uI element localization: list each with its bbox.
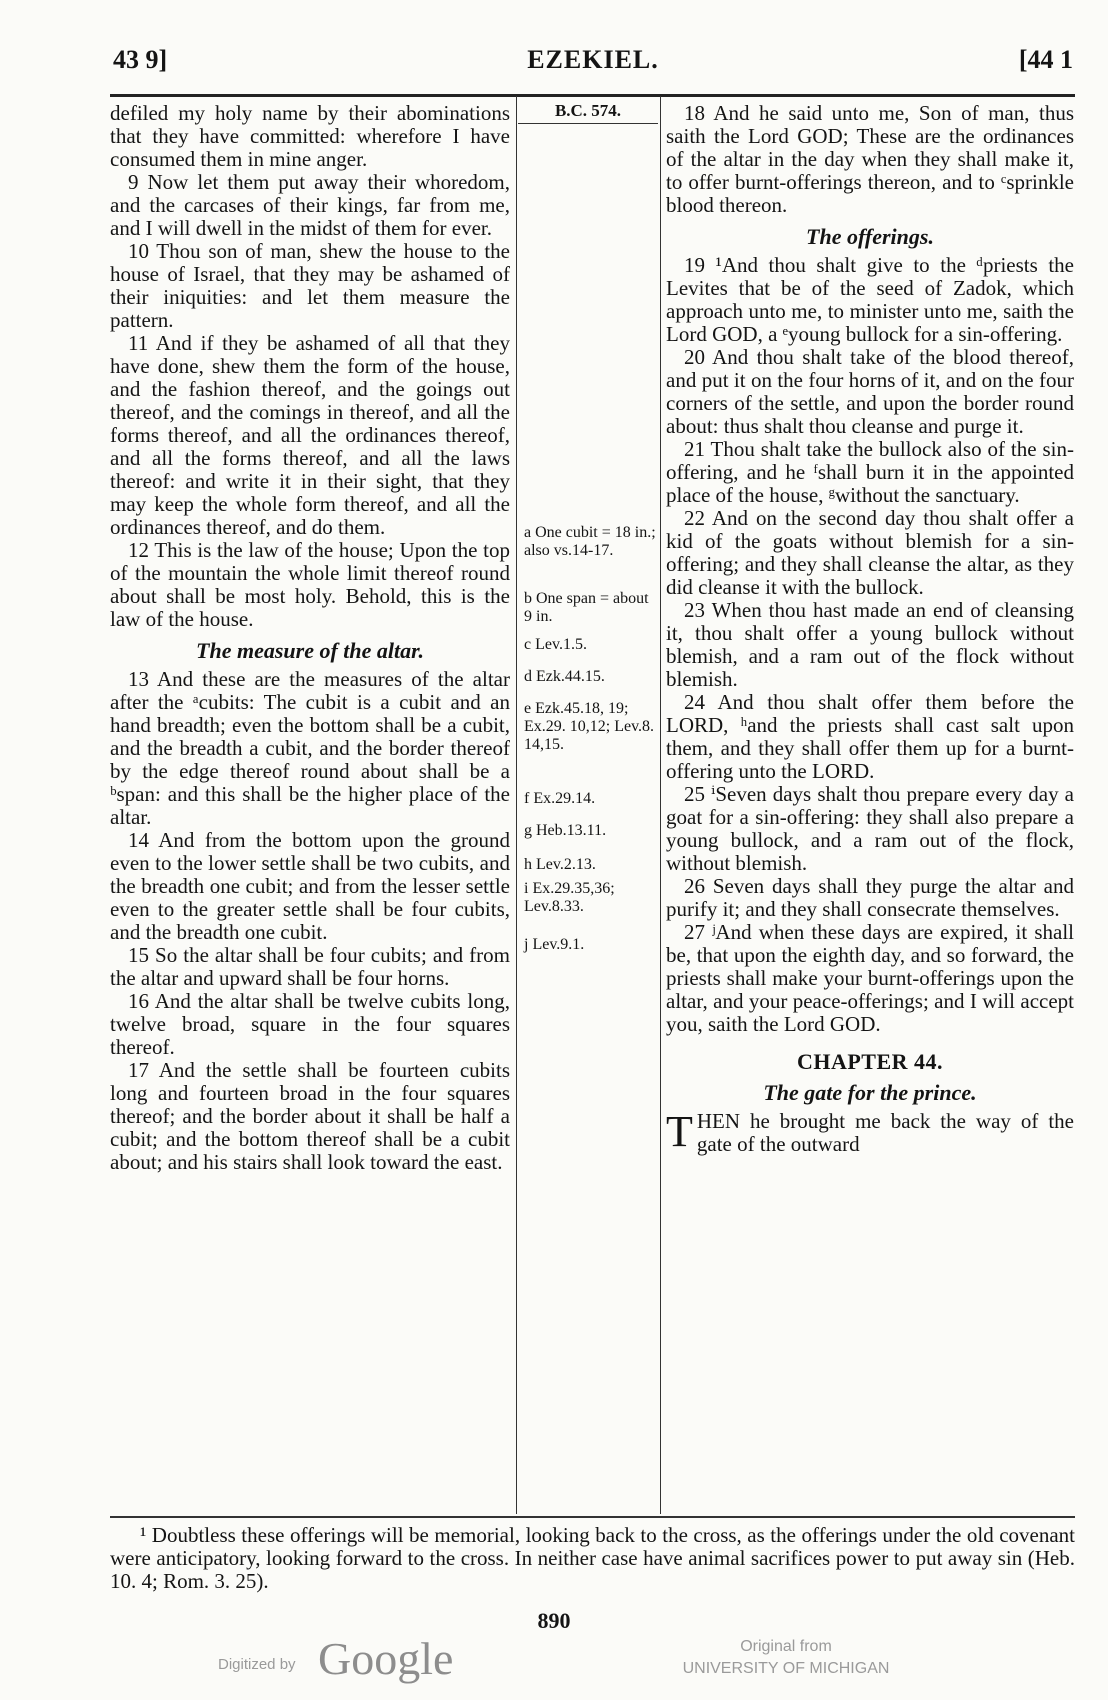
google-logo: Google: [318, 1633, 454, 1684]
header-rule: [110, 94, 1075, 97]
verse-paragraph: 10 Thou son of man, shew the house to the house of Israel, that they may be ashamed of their iniquities: and let them measure the pattern.: [110, 239, 510, 332]
verse-paragraph: 24 And thou shalt offer them before the LORD, ʰand the priests shall cast salt upon them, and they shall offer them up for a burnt-offering unto the LORD.: [666, 690, 1074, 783]
margin-note: f Ex.29.14.: [524, 790, 596, 807]
verse-paragraph: 13 And these are the measures of the altar after the ᵃcubits: The cubit is a cubit and an hand breadth; even the bottom shall be a cubit, and the breadth a cubit, and the border thereof by the edge thereof round about shall be a ᵇspan: and this shall be the higher place of the altar.: [110, 667, 510, 829]
page-number: 890: [537, 1608, 571, 1633]
margin-note: i Ex.29.35,36; Lev.8.33.: [524, 880, 615, 915]
original-from-line: Original from: [740, 1638, 832, 1655]
section-heading-prince: The gate for the prince.: [763, 1080, 977, 1105]
digitized-label: Digitized by: [218, 1656, 296, 1673]
verse-paragraph: 9 Now let them put away their whoredom, and the carcases of their kings, far from me, and I will dwell in the midst of them for ever.: [110, 170, 510, 240]
drop-cap: T: [666, 1107, 693, 1156]
verse-paragraph: 21 Thou shalt take the bullock also of the sin-offering, and he ᶠshall burn it in the appointed place of the house, ᵍwithout the sanctuary.: [666, 437, 1074, 507]
chapter-opening: [666, 1107, 1074, 1156]
verse-paragraph: 16 And the altar shall be twelve cubits long, twelve broad, square in the four squares thereof.: [110, 989, 510, 1059]
section-heading-altar: The measure of the altar.: [196, 638, 424, 663]
verse-paragraph: 19 ¹And thou shalt give to the ᵈpriests the Levites that be of the seed of Zadok, which approach unto me, to minister unto me, saith the Lord GOD, a ᵉyoung bullock for a sin-offering.: [666, 253, 1074, 346]
running-header: [113, 45, 1073, 85]
chapter-opening-text: HEN he brought me back the way of the gate of the outward: [696, 1109, 1074, 1156]
verse-paragraph: 26 Seven days shall they purge the altar and purify it; and they shall consecrate themselves.: [666, 874, 1074, 921]
verse-paragraph: 17 And the settle shall be fourteen cubits long and fourteen broad in the four squares thereof; and the border about it shall be half a cubit; and the bottom thereof shall be a cubit about; and his stairs shall look toward the east.: [110, 1058, 510, 1174]
header-left: 43 9]: [113, 45, 168, 74]
footnote: ¹ Doubtless these offerings will be memorial, looking back to the cross, as the offerings under the old covenant were anticipatory, looking forward to the cross. In neither case have animal sacrifices power to put away sin (Heb. 10. 4; Rom. 3. 25).: [110, 1523, 1075, 1593]
margin-note: d Ezk.44.15.: [524, 668, 605, 685]
margin-references: [518, 102, 658, 124]
margin-note: h Lev.2.13.: [524, 856, 596, 873]
left-column: [110, 102, 510, 1512]
section-heading-offerings: The offerings.: [806, 224, 934, 249]
header-title: EZEKIEL.: [527, 45, 659, 74]
verse-paragraph: 15 So the altar shall be four cubits; and from the altar and upward shall be four horns.: [110, 943, 510, 990]
margin-note: c Lev.1.5.: [524, 636, 587, 653]
verse-paragraph: 12 This is the law of the house; Upon the top of the mountain the whole limit thereof round about shall be most holy. Behold, this is the law of the house.: [110, 538, 510, 631]
header-right: [44 1: [1018, 45, 1073, 74]
margin-note: j Lev.9.1.: [524, 936, 585, 953]
margin-note: b One span = about 9 in.: [524, 590, 649, 625]
verse-paragraph: 23 When thou hast made an end of cleansing it, thou shalt offer a young bullock without blemish, and a ram out of the flock without blemish.: [666, 598, 1074, 691]
verse-paragraph: 27 ʲAnd when these days are expired, it shall be, that upon the eighth day, and so forward, the priests shall make your burnt-offerings upon the altar, and your peace-offerings; and I will accept you, saith the Lord GOD.: [666, 920, 1074, 1036]
verse-paragraph: 11 And if they be ashamed of all that they have done, shew them the form of the house, and the fashion thereof, and the goings out thereof, and the comings in thereof, and all the forms thereof, and all the ordinances thereof, and all the forms thereof, and all the laws thereof: and write it in their sight, that they may keep the whole form thereof, and all the ordinances thereof, and do them.: [110, 331, 510, 539]
chapter-title: CHAPTER 44.: [796, 1049, 944, 1074]
column-divider: [516, 96, 517, 1514]
footnote-rule: [110, 1516, 1075, 1518]
verse-paragraph: 25 ⁱSeven days shalt thou prepare every day a goat for a sin-offering: they shall also prepare a young bullock, and a ram out of the flock, without blemish.: [666, 782, 1074, 875]
margin-note: e Ezk.45.18, 19; Ex.29. 10,12; Lev.8. 14,15.: [524, 700, 655, 753]
verse-paragraph: defiled my holy name by their abominations that they have committed: wherefore I have consumed them in mine anger.: [110, 101, 510, 171]
verse-paragraph: 18 And he said unto me, Son of man, thus saith the Lord GOD; These are the ordinances of the altar in the day when they shall make it, to offer burnt-offerings thereon, and to ᶜsprinkle blood thereon.: [666, 101, 1074, 217]
date-label: B.C. 574.: [518, 102, 658, 124]
margin-note: a One cubit = 18 in.; also vs.14-17.: [524, 524, 656, 559]
right-column: [666, 102, 1074, 1512]
margin-note: g Heb.13.11.: [524, 822, 607, 839]
original-from-label: [666, 1636, 906, 1680]
verse-paragraph: 20 And thou shalt take of the blood thereof, and put it on the four horns of it, and on the four corners of the settle, and upon the border round about: thus shalt thou cleanse and purge it.: [666, 345, 1074, 438]
column-divider: [660, 96, 661, 1514]
verse-paragraph: 14 And from the bottom upon the ground even to the lower settle shall be two cubits, and the breadth one cubit; and from the lesser settle even to the greater settle shall be four cubits, and the breadth one cubit.: [110, 828, 510, 944]
verse-paragraph: 22 And on the second day thou shalt offer a kid of the goats without blemish for a sin-offering; and they shall cleanse the altar, as they did cleanse it with the bullock.: [666, 506, 1074, 599]
library-name: UNIVERSITY OF MICHIGAN: [682, 1660, 890, 1677]
